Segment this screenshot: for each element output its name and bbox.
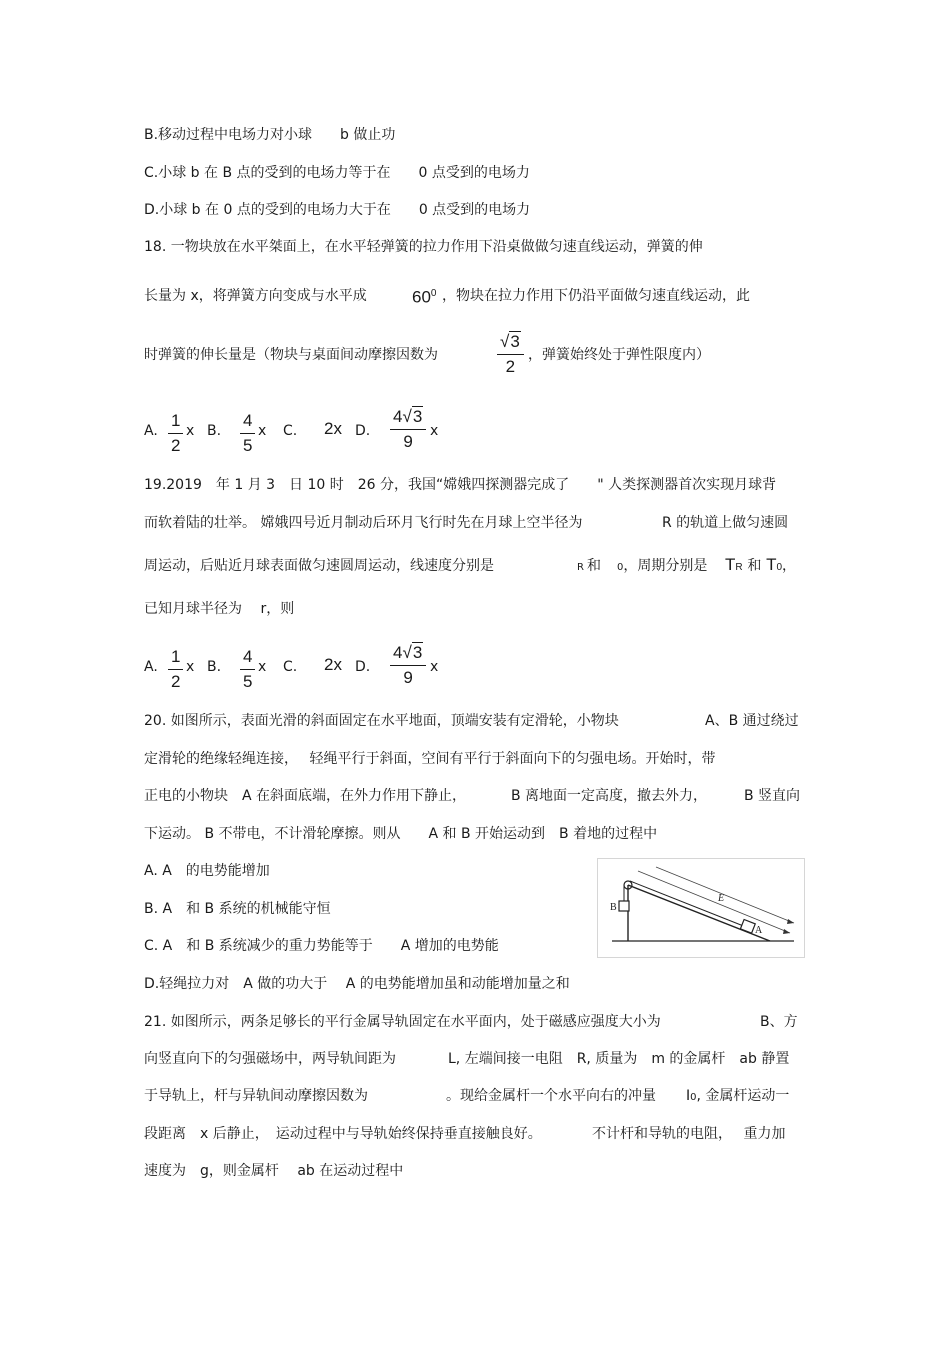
q18-line-3a: 时弹簧的伸长量是（物块与桌面间动摩擦因数为 [144,347,438,363]
label-b: B [610,902,617,913]
q20-line-4: 下运动。 B 不带电，不计滑轮摩擦。则从 A 和 B 开始运动到 B 着地的过程中 [144,826,658,842]
q18-mu-fraction: $\frac{√3}{2}$ [497,332,524,377]
q18-line-1: 18. 一物块放在水平桀面上，在水平轻弹簧的拉力作用下沿桌做做匀速直线运动，弹簧的伸 [144,239,703,255]
q19-opt-d-label: D. [355,659,371,675]
q18-opt-a-x: x [186,423,195,439]
incline-diagram [598,859,804,957]
field-line [638,871,790,933]
q21-line-5: 速度为 g，则金属杆 ab 在运动过程中 [144,1163,404,1179]
q20-option-d: D.轻绳拉力对 A 做的功大于 A 的电势能增加虽和动能增加量之和 [144,976,570,992]
q19-velocity-r: R 和 [577,558,601,574]
q18-line-2b: ，物块在拉力作用下仍沿平面做匀速直线运动，此 [442,288,750,304]
q19-line-3a: 周运动，后贴近月球表面做匀速圆周运动，线速度分别是 [144,558,494,574]
q19-opt-a-x: x [186,659,195,675]
field-arrow [787,919,794,924]
q21-line-1b: B、方 [760,1014,798,1030]
block-b [619,901,629,911]
q20-option-c: C. A 和 B 系统减少的重力势能等于 A 增加的电势能 [144,938,499,954]
q21-line-3b: 。现给金属杆一个水平向右的冲量 [446,1088,656,1104]
q18-opt-a-fraction: $\frac{1}{2}$ [168,411,183,456]
q19-opt-c-label: C. [283,659,298,675]
q20-incline-figure [597,858,805,958]
q19-opt-a-label: A. [144,659,158,675]
q18-line-2a: 长量为 x，将弹簧方向变成与水平成 [144,288,367,304]
q20-option-a: A. A 的电势能增加 [144,863,270,879]
q18-opt-b-label: B. [207,423,222,439]
q18-opt-d-x: x [430,423,439,439]
block-a [740,919,755,933]
q20-line-3b: B 离地面一定高度，撤去外力， [511,788,708,804]
label-a: A [755,925,763,936]
q20-line-2: 定滑轮的绝缘轻绳连接， 轻绳平行于斜面，空间有平行于斜面向下的匀强电场。开始时，带 [144,751,716,767]
q21-line-1a: 21. 如图所示，两条足够长的平行金属导轨固定在水平面内，处于磁感应强度大小为 [144,1014,661,1030]
q18-opt-a-label: A. [144,423,158,439]
field-arrow [783,929,790,934]
q20-option-b: B. A 和 B 系统的机械能守恒 [144,901,331,917]
q20-line-3c: B 竖直向 [744,788,801,804]
q18-angle: $60^0$ [412,287,437,307]
q21-line-2a: 向竖直向下的匀强磁场中，两导轨间距为 [144,1051,396,1067]
q18-opt-d-fraction: $\frac{4√3}{9}$ [390,407,426,452]
rope-to-a [630,881,746,927]
q18-opt-b-x: x [258,423,267,439]
q18-opt-d-label: D. [355,423,371,439]
q20-line-3a: 正电的小物块 A 在斜面底端，在外力作用下静止， [144,788,467,804]
field-line [656,867,794,923]
q17-option-b: B.移动过程中电场力对小球 b 做止功 [144,127,396,143]
q17-option-c: C.小球 b 在 B 点的受到的电场力等于在 0 点受到的电场力 [144,165,530,181]
q19-opt-c-value: 2x [324,655,342,674]
q19-period-tr: TR 和 T0， [725,555,797,574]
label-e: E [718,893,725,904]
q19-velocity-0: 0，周期分别是 [617,558,708,574]
q21-line-4b: 不计杆和导轨的电阻， 重力加 [592,1126,786,1142]
q17-option-d: D.小球 b 在 0 点的受到的电场力大于在 0 点受到的电场力 [144,202,531,218]
q19-line-4: 已知月球半径为 r，则 [144,601,295,617]
q19-opt-d-fraction: $\frac{4√3}{9}$ [390,643,426,688]
q19-opt-b-x: x [258,659,267,675]
q19-opt-a-fraction: $\frac{1}{2}$ [168,647,183,692]
q19-opt-b-label: B. [207,659,222,675]
q18-opt-c-label: C. [283,423,298,439]
q19-opt-b-fraction: $\frac{4}{5}$ [240,647,255,692]
q19-line-2a: 而软着陆的壮举。 嫦娥四号近月制动后环月飞行时先在月球上空半径为 [144,515,583,531]
q18-line-3b: ，弹簧始终处于弹性限度内） [528,347,710,363]
q21-line-4a: 段距离 x 后静止， 运动过程中与导轨始终保持垂直接触良好。 [144,1126,542,1142]
q21-impulse: I0, 金属杆运动一 [686,1088,790,1104]
q19-opt-d-x: x [430,659,439,675]
q21-line-2b: L, 左端间接一电阻 R, 质量为 m 的金属杆 ab 静置 [448,1051,790,1067]
q20-line-1b: A、B 通过绕过 [705,713,799,729]
q20-line-1a: 20. 如图所示，表面光滑的斜面固定在水平地面，顶端安装有定滑轮，小物块 [144,713,619,729]
q18-opt-c-value: 2x [324,419,342,438]
q19-line-2b: R 的轨道上做匀速圆 [662,515,789,531]
q19-line-1: 19.2019 年 1 月 3 日 10 时 26 分，我国“嫦娥四探测器完成了 " 人类探测器首次实现月球背 [144,477,777,493]
q21-line-3a: 于导轨上，杆与异轨间动摩擦因数为 [144,1088,368,1104]
q18-opt-b-fraction: $\frac{4}{5}$ [240,411,255,456]
